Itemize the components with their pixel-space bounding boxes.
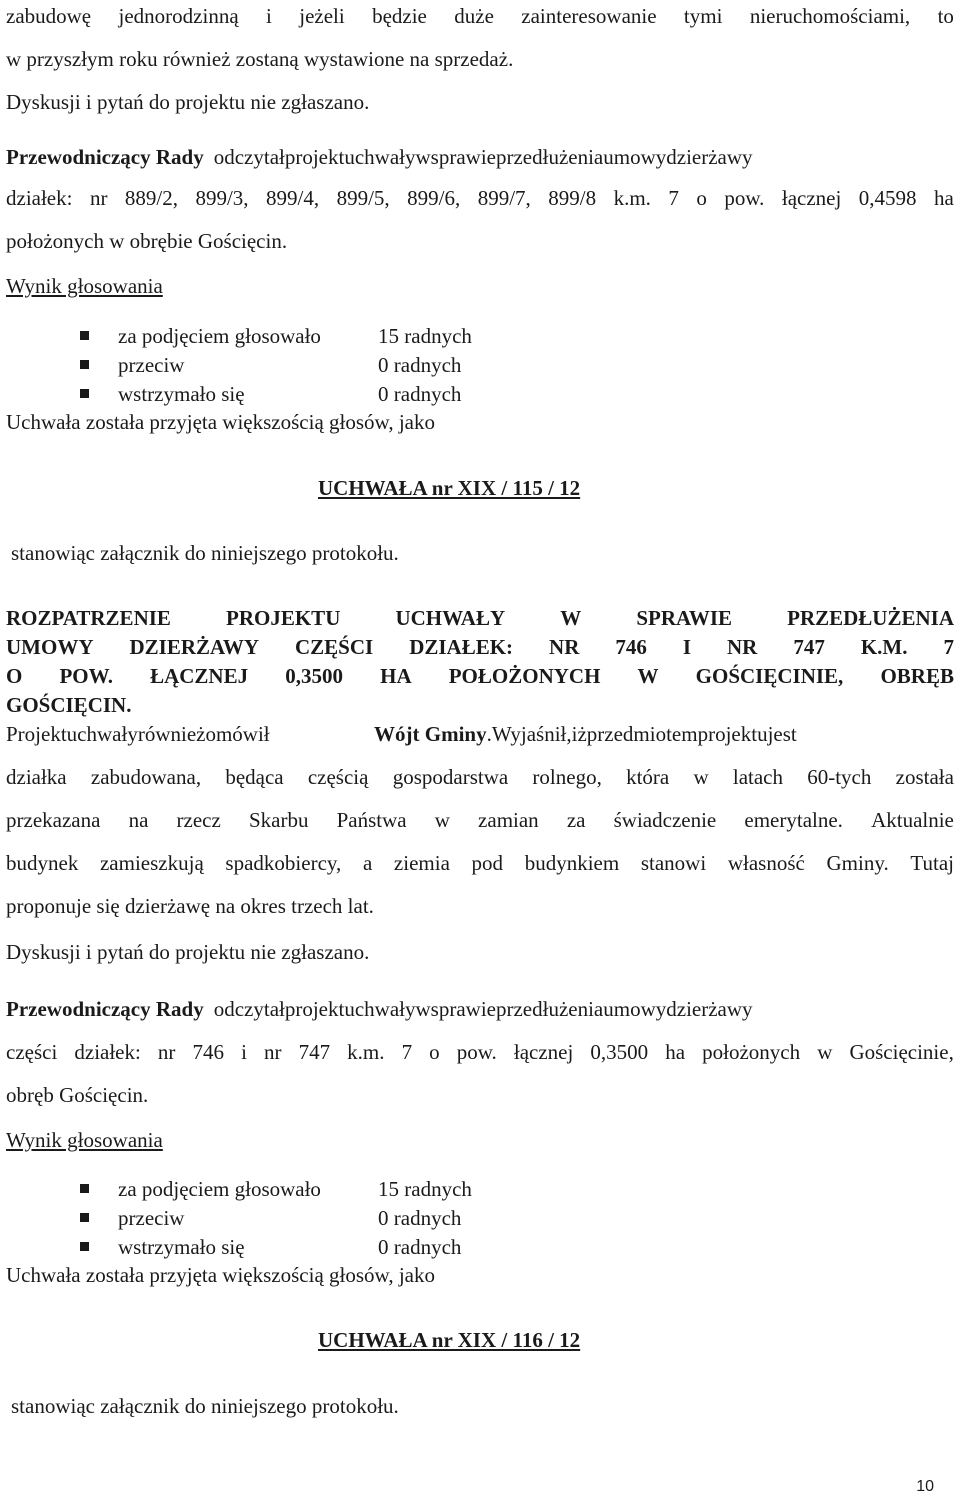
p2-line1	[6, 145, 954, 169]
p1-line2: w przyszłym roku również zostaną wystawione na sprzedaż.	[6, 47, 514, 71]
word: W	[637, 664, 659, 688]
word: UMOWY	[6, 635, 94, 659]
word: 899/8	[548, 186, 597, 210]
word: rolnego,	[532, 765, 602, 789]
vote1-uchwala-title: UCHWAŁA nr XIX / 115 / 12	[318, 476, 581, 500]
word: jednorodzinną	[118, 4, 239, 28]
word: położonych	[702, 1040, 801, 1064]
bullet-square-icon	[80, 331, 89, 340]
word: projektu	[697, 722, 768, 746]
word: w	[434, 808, 450, 832]
vote1-heading: Wynik głosowania	[6, 274, 163, 298]
word: Gminy.	[826, 851, 889, 875]
word: nieruchomościami,	[749, 4, 911, 28]
word: NR	[549, 635, 580, 659]
word: za	[566, 808, 586, 832]
word: gospodarstwa	[392, 765, 509, 789]
p2-line3: położonych w obrębie Gościęcin.	[6, 229, 288, 253]
word: Wyjaśnił,	[491, 722, 572, 746]
bullet-square-icon	[80, 360, 89, 369]
word: 889/2,	[124, 186, 178, 210]
word: 0,4598	[858, 186, 917, 210]
word: dzierżawy	[666, 997, 753, 1021]
page-number: 10	[916, 1478, 934, 1495]
bullet-square-icon	[80, 389, 89, 398]
p4-line3: obręb Gościęcin.	[6, 1083, 149, 1107]
word: iż	[571, 722, 587, 746]
word: latach	[732, 765, 783, 789]
vote1-annex: stanowiąc załącznik do niniejszego protokołu.	[11, 541, 399, 565]
word: 7	[668, 186, 679, 210]
p4-line1	[6, 997, 954, 1021]
word: działka	[6, 765, 67, 789]
p3-line3	[6, 808, 954, 832]
word: ha	[934, 186, 954, 210]
word: PROJEKTU	[226, 606, 341, 630]
word: która	[626, 765, 670, 789]
word: dzierżawy	[666, 145, 753, 169]
word: NR	[727, 635, 758, 659]
word: została	[895, 765, 954, 789]
word: stanowi	[640, 851, 707, 875]
word: rzecz	[176, 808, 221, 832]
word: zainteresowanie	[521, 4, 657, 28]
word: działek:	[74, 1040, 141, 1064]
word: 0,3500	[590, 1040, 649, 1064]
word: ŁĄCZNEJ	[150, 664, 249, 688]
word: i	[241, 1040, 247, 1064]
word: projekt	[284, 145, 345, 169]
word: uchwały	[66, 722, 138, 746]
p4-line2	[6, 1040, 954, 1064]
word: 60-tych	[807, 765, 872, 789]
word: 7	[943, 635, 954, 659]
p3-line1-c	[487, 722, 954, 746]
word: 747	[793, 635, 825, 659]
section-heading-line3	[6, 662, 954, 691]
word: pow.	[724, 186, 765, 210]
word: nr	[89, 186, 108, 210]
p3-line1	[6, 722, 954, 746]
p4-speaker: Przewodniczący Rady	[6, 997, 204, 1021]
word: na	[128, 808, 149, 832]
word: HA	[380, 664, 412, 688]
word: Projekt	[6, 722, 67, 746]
word: również	[137, 722, 206, 746]
word: przekazana	[6, 808, 101, 832]
p1-line1	[6, 4, 954, 28]
word: 0,3500	[285, 664, 343, 688]
word: jest	[767, 722, 797, 746]
word: a	[362, 851, 373, 875]
word: ziemia	[393, 851, 450, 875]
word: zamieszkują	[99, 851, 204, 875]
word: OBRĘB	[880, 664, 954, 688]
p3-line1-a	[6, 722, 364, 746]
word: Aktualnie	[871, 808, 954, 832]
word: sprawie	[430, 145, 496, 169]
word: budynkiem	[524, 851, 620, 875]
p2-line1-rest	[214, 145, 954, 169]
vote2-result: Uchwała została przyjęta większością głosów, jako	[6, 1263, 435, 1287]
word: zabudowę	[6, 4, 92, 28]
word: 899/3,	[195, 186, 249, 210]
word: o	[429, 1040, 440, 1064]
word: uchwały	[344, 997, 416, 1021]
word: i	[266, 4, 272, 28]
word: 899/7,	[477, 186, 531, 210]
word: zamian	[478, 808, 539, 832]
p4-line1-rest	[214, 997, 954, 1021]
word: działek:	[6, 186, 73, 210]
word: K.M.	[860, 635, 908, 659]
word: spadkobiercy,	[225, 851, 342, 875]
bullet-square-icon	[80, 1184, 89, 1193]
word: w	[693, 765, 709, 789]
word: omówił	[205, 722, 270, 746]
word: I	[682, 635, 692, 659]
word: 747	[298, 1040, 331, 1064]
word: W	[560, 606, 582, 630]
word: sprawie	[430, 997, 496, 1021]
section-heading-line1	[6, 604, 954, 633]
word: duże	[454, 4, 494, 28]
word: 746	[192, 1040, 224, 1064]
word: w	[415, 145, 431, 169]
word: 746	[615, 635, 647, 659]
word: umowy	[603, 145, 667, 169]
word: o	[696, 186, 707, 210]
word: DZIAŁEK:	[409, 635, 514, 659]
section-heading-line4: GOŚCIĘCIN.	[6, 693, 132, 717]
word: części	[6, 1040, 58, 1064]
word: ha	[665, 1040, 686, 1064]
word: odczytał	[213, 145, 285, 169]
word: własność	[727, 851, 805, 875]
word: w	[817, 1040, 833, 1064]
word: odczytał	[213, 997, 285, 1021]
p2-speaker: Przewodniczący Rady	[6, 145, 204, 169]
word: przedłużenia	[495, 145, 604, 169]
word: pod	[471, 851, 504, 875]
word: świadczenie	[613, 808, 717, 832]
p1-line3: Dyskusji i pytań do projektu nie zgłaszano.	[6, 90, 370, 114]
word: k.m.	[613, 186, 651, 210]
word: Państwa	[336, 808, 407, 832]
word: ROZPATRZENIE	[6, 606, 171, 630]
word: będąca	[225, 765, 284, 789]
word: PRZEDŁUŻENIA	[787, 606, 954, 630]
word: łącznej	[781, 186, 842, 210]
word: POŁOŻONYCH	[448, 664, 601, 688]
p3-line2	[6, 765, 954, 789]
word: 899/5,	[336, 186, 390, 210]
word: GOŚCIĘCINIE,	[695, 664, 844, 688]
word: umowy	[603, 997, 667, 1021]
vote2-uchwala-title: UCHWAŁA nr XIX / 116 / 12	[318, 1328, 581, 1352]
word: k.m.	[347, 1040, 385, 1064]
word: przedłużenia	[495, 997, 604, 1021]
word: to	[937, 4, 954, 28]
word: 899/6,	[407, 186, 461, 210]
word: O	[6, 664, 23, 688]
p3-line6: Dyskusji i pytań do projektu nie zgłaszano.	[6, 940, 370, 964]
word: UCHWAŁY	[395, 606, 506, 630]
section-heading-line2	[6, 633, 954, 662]
word: POW.	[59, 664, 113, 688]
word: w	[415, 997, 431, 1021]
word: DZIERŻAWY	[129, 635, 260, 659]
word: SPRAWIE	[636, 606, 733, 630]
p3-line5: proponuje się dzierżawę na okres trzech lat.	[6, 894, 374, 918]
word: nr	[157, 1040, 176, 1064]
p3-wojt: Wójt Gminy	[374, 722, 487, 746]
word: Gościęcinie,	[849, 1040, 954, 1064]
word: projekt	[284, 997, 345, 1021]
word: będzie	[372, 4, 427, 28]
word: częścią	[307, 765, 369, 789]
word: CZĘŚCI	[295, 635, 374, 659]
bullet-square-icon	[80, 1242, 89, 1251]
word: .	[486, 722, 492, 746]
p2-line2	[6, 186, 954, 210]
word: 899/4,	[266, 186, 320, 210]
word: Tutaj	[910, 851, 954, 875]
word: nr	[264, 1040, 282, 1064]
word: tymi	[683, 4, 723, 28]
document-page: zabudowę jednorodzinną i jeżeli będzie duże zainteresowanie tymi nieruchomościami, to w przyszłym roku również zostaną wystawione na sprzedaż. Dyskusji i pytań do projektu nie zgłaszano. Przewodniczący Rady odczytałprojektuchwaływsprawieprzedłużeniaumowydzierżawy działek: nr 889/2, 899/3, 899/4, 899/5, 899/6, 899/7, 899/8 k.m. 7 o pow. łącznej 0,4598 ha położonych w obrębie Gościęcin. Wynik głosowania za podjęciem głosowało 15 radnych przeciw 0 radnych wstrzymało się 0 radnych Uchwała została przyjęta większością głosów, jako UCHWAŁA nr XIX / 115 / 12 stanowiąc załącznik do niniejszego protokołu. ROZPATRZENIE PROJEKTU UCHWAŁY W SPRAWIE PRZEDŁUŻENIA UMOWY DZIERŻAWY CZĘŚCI DZIAŁEK: NR 746 I NR 747 K.M. 7 O POW. ŁĄCZNEJ 0,3500 HA POŁOŻONYCH W GOŚCIĘCINIE, OBRĘB GOŚCIĘCIN. Projektuchwałyrównieżomówił Wójt Gminy .Wyjaśnił,iżprzedmiotemprojektujest działka zabudowana, będąca częścią gospodarstwa rolnego, która w latach 60-tych została przekazana na rzecz Skarbu Państwa w zamian za świadczenie emerytalne. Aktualnie budynek zamieszkują spadkobiercy, a ziemia pod budynkiem stanowi własność Gminy. Tutaj proponuje się dzierżawę na okres trzech lat. Dyskusji i pytań do projektu nie zgłaszano. Przewodniczący Rady odczytałprojektuchwaływsprawieprzedłużeniaumowydzierżawy części działek: nr 746 i nr 747 k.m. 7 o pow. łącznej 0,3500 ha położonych w Gościęcinie, obręb Gościęcin. Wynik głosowania za podjęciem głosowało 15 radnych przeciw 0 radnych wstrzymało się 0 radnych Uchwała została przyjęta większością głosów, jako UCHWAŁA nr XIX / 116 / 12 stanowiąc załącznik do niniejszego protokołu. 10	[6, 4, 954, 1495]
word: budynek	[6, 851, 79, 875]
word: emerytalne.	[744, 808, 843, 832]
vote2-heading: Wynik głosowania	[6, 1128, 163, 1152]
word: łącznej	[513, 1040, 574, 1064]
word: przedmiotem	[586, 722, 698, 746]
word: Skarbu	[248, 808, 309, 832]
bullet-square-icon	[80, 1213, 89, 1222]
vote2-annex: stanowiąc załącznik do niniejszego protokołu.	[11, 1394, 399, 1418]
word: uchwały	[344, 145, 416, 169]
word: jeżeli	[299, 4, 345, 28]
word: 7	[401, 1040, 413, 1064]
word: pow.	[456, 1040, 497, 1064]
vote1-result: Uchwała została przyjęta większością głosów, jako	[6, 410, 435, 434]
word: zabudowana,	[90, 765, 202, 789]
p3-line4	[6, 851, 954, 875]
